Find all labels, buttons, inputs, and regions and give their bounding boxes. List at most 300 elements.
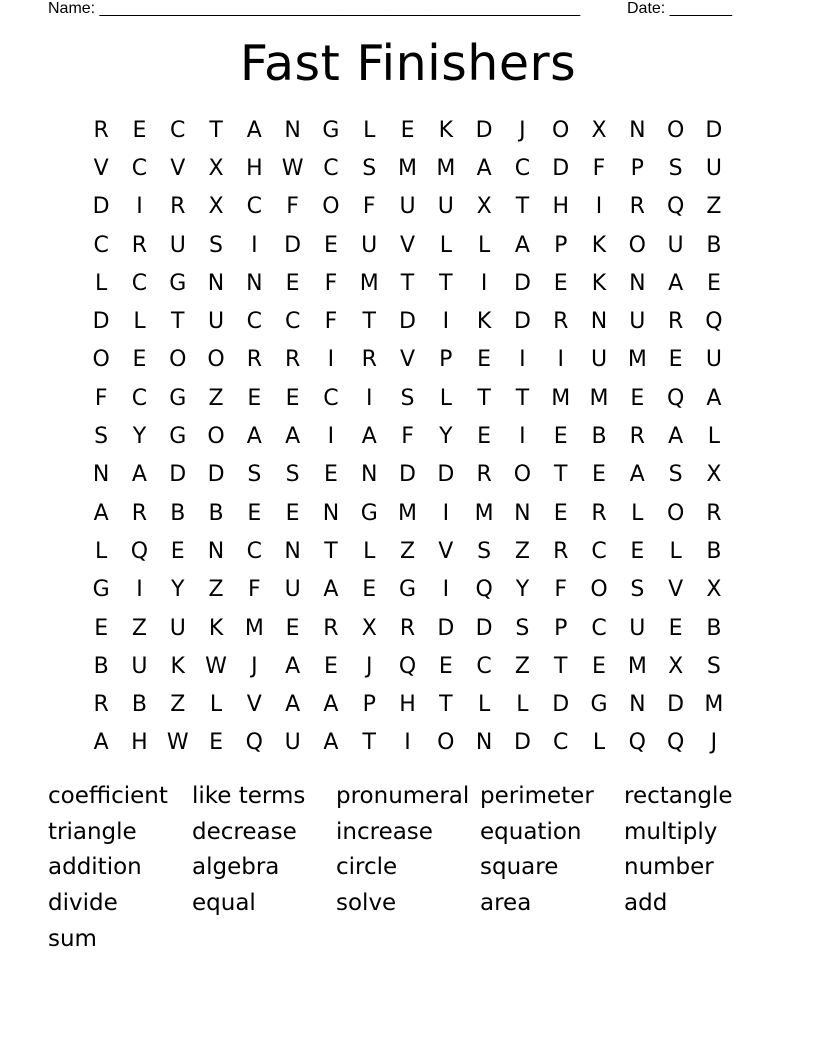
grid-letter[interactable]: Z [706,194,722,220]
grid-letter[interactable]: V [170,155,186,181]
grid-letter[interactable]: D [437,615,455,641]
grid-letter[interactable]: D [399,462,416,488]
date-field[interactable]: Date: _______ [627,0,732,17]
grid-letter[interactable]: M [398,155,418,181]
grid-letter[interactable]: M [244,615,264,641]
grid-letter[interactable]: R [361,347,377,373]
grid-letter[interactable]: D [513,309,531,335]
grid-letter[interactable]: D [475,117,493,143]
grid-letter[interactable]: I [442,577,450,603]
grid-letter[interactable]: P [554,232,568,258]
word-list-item: circle [336,854,398,881]
grid-letter[interactable]: A [93,500,109,526]
word-list-item: multiply [624,818,718,845]
grid-letter[interactable]: Z [131,615,147,641]
grid-letter[interactable]: T [209,117,223,143]
grid-letter[interactable]: L [209,692,223,718]
grid-letter[interactable]: C [131,270,148,296]
grid-letter[interactable]: H [399,692,416,718]
grid-letter[interactable]: U [629,309,646,335]
grid-letter[interactable]: T [515,194,530,220]
grid-letter[interactable]: N [360,462,378,488]
grid-letter[interactable]: I [251,232,258,258]
grid-letter[interactable]: T [171,309,185,335]
grid-letter[interactable]: E [285,500,300,526]
grid-letter[interactable]: A [629,462,645,488]
grid-letter[interactable]: C [131,385,148,411]
grid-letter[interactable]: E [400,117,415,143]
grid-letter[interactable]: E [553,500,568,526]
grid-letter[interactable]: L [477,232,491,258]
grid-letter[interactable]: R [131,500,148,526]
grid-letter[interactable]: E [94,615,109,641]
grid-letter[interactable]: H [552,194,569,220]
grid-letter[interactable]: H [246,155,263,181]
grid-letter[interactable]: T [439,270,453,296]
grid-letter[interactable]: Z [514,538,530,564]
grid-letter[interactable]: F [248,577,261,603]
grid-letter[interactable]: Z [514,653,530,679]
grid-letter[interactable]: Y [515,577,530,603]
grid-letter[interactable]: A [285,653,301,679]
grid-letter[interactable]: R [706,500,722,526]
grid-letter[interactable]: L [439,232,452,258]
grid-letter[interactable]: L [477,692,491,718]
word-list-item: rectangle [624,783,733,809]
grid-letter[interactable]: Q [666,730,685,756]
grid-letter[interactable]: F [554,577,568,603]
grid-letter[interactable]: C [284,309,301,335]
grid-letter[interactable]: A [668,270,684,296]
grid-letter[interactable]: R [170,194,186,220]
grid-letter[interactable]: U [590,347,608,373]
grid-letter[interactable]: M [627,347,647,373]
grid-letter[interactable]: N [475,730,493,756]
grid-letter[interactable]: Q [130,538,149,564]
grid-letter[interactable]: U [629,615,646,641]
grid-letter[interactable]: S [706,653,721,679]
grid-letter[interactable]: M [704,692,724,718]
grid-letter[interactable]: W [166,730,189,756]
grid-letter[interactable]: R [476,462,492,488]
grid-letter[interactable]: F [324,270,338,296]
grid-letter[interactable]: C [591,538,607,564]
grid-letter[interactable]: E [668,347,683,373]
grid-letter[interactable]: A [323,692,339,718]
grid-letter[interactable]: U [284,730,301,756]
grid-letter[interactable]: U [169,232,186,258]
grid-letter[interactable]: A [706,385,722,411]
grid-letter[interactable]: I [557,347,564,373]
grid-letter[interactable]: G [360,500,378,526]
grid-letter[interactable]: X [208,194,224,220]
grid-letter[interactable]: R [246,347,262,373]
grid-letter[interactable]: G [169,424,187,450]
grid-letter[interactable]: I [519,347,526,373]
grid-letter[interactable]: N [284,538,301,564]
grid-letter[interactable]: T [362,730,376,756]
grid-letter[interactable]: P [554,615,568,641]
grid-letter[interactable]: A [476,155,492,181]
grid-letter[interactable]: T [324,538,338,564]
grid-letter[interactable]: E [132,117,147,143]
grid-letter[interactable]: N [629,270,646,296]
grid-letter[interactable]: B [706,232,722,258]
grid-letter[interactable]: Z [208,577,224,603]
grid-letter[interactable]: U [207,309,225,335]
grid-letter[interactable]: X [361,615,377,641]
grid-letter[interactable]: A [131,462,147,488]
grid-letter[interactable]: Z [170,692,186,718]
grid-letter[interactable]: T [553,462,568,488]
grid-letter[interactable]: K [476,309,492,335]
grid-letter[interactable]: S [630,577,645,603]
grid-letter[interactable]: G [169,270,187,296]
grid-letter[interactable]: A [285,692,301,718]
grid-letter[interactable]: S [400,385,415,411]
grid-letter[interactable]: A [246,117,262,143]
grid-letter[interactable]: O [169,347,187,373]
grid-letter[interactable]: D [284,232,302,258]
grid-letter[interactable]: M [589,385,609,411]
grid-letter[interactable]: C [170,117,186,143]
grid-letter[interactable]: O [207,347,225,373]
grid-letter[interactable]: S [668,462,683,488]
grid-letter[interactable]: S [209,232,224,258]
grid-letter[interactable]: U [705,155,722,181]
grid-letter[interactable]: I [136,194,143,220]
grid-letter[interactable]: E [438,653,453,679]
grid-letter[interactable]: S [515,615,530,641]
grid-letter[interactable]: B [208,500,224,526]
grid-letter[interactable]: O [666,117,685,143]
word-list-item: perimeter [480,783,594,809]
grid-letter[interactable]: D [169,462,187,488]
grid-letter[interactable]: I [365,385,373,411]
grid-letter[interactable]: L [516,692,529,718]
grid-letter[interactable]: P [630,155,644,181]
grid-letter[interactable]: X [706,462,722,488]
grid-letter[interactable]: U [667,232,684,258]
grid-letter[interactable]: P [439,347,453,373]
grid-letter[interactable]: E [553,270,568,296]
grid-letter[interactable]: N [629,692,646,718]
grid-letter[interactable]: V [399,232,416,258]
grid-letter[interactable]: I [442,500,450,526]
grid-letter[interactable]: D [513,730,531,756]
grid-letter[interactable]: E [323,232,338,258]
word-list-item: like terms [192,783,306,809]
grid-letter[interactable]: S [94,424,109,450]
grid-letter[interactable]: R [131,232,148,258]
grid-letter[interactable]: Q [705,309,723,335]
grid-letter[interactable]: G [322,117,340,143]
grid-letter[interactable]: S [285,462,300,488]
grid-letter[interactable]: A [668,424,684,450]
grid-letter[interactable]: R [629,424,645,450]
grid-letter[interactable]: Y [439,424,453,450]
grid-letter[interactable]: A [93,730,109,756]
grid-letter[interactable]: V [438,538,454,564]
grid-letter[interactable]: M [627,653,647,679]
grid-letter[interactable]: D [399,309,416,335]
grid-letter[interactable]: C [323,385,339,411]
grid-letter[interactable]: M [474,500,494,526]
grid-letter[interactable]: P [362,692,376,718]
word-list-item: algebra [192,854,280,881]
grid-letter[interactable]: C [131,155,148,181]
grid-letter[interactable]: E [323,462,338,488]
grid-letter[interactable]: R [323,615,339,641]
grid-letter[interactable]: N [322,500,340,526]
grid-letter[interactable]: F [94,385,108,411]
grid-letter[interactable]: Z [399,538,416,564]
grid-letter[interactable]: N [629,117,646,143]
grid-letter[interactable]: G [590,692,608,718]
grid-letter[interactable]: S [668,155,683,181]
grid-letter[interactable]: D [552,155,570,181]
grid-letter[interactable]: R [629,194,645,220]
grid-letter[interactable]: R [399,615,416,641]
grid-letter[interactable]: O [552,117,570,143]
grid-letter[interactable]: U [705,347,722,373]
grid-letter[interactable]: O [92,347,110,373]
grid-letter[interactable]: D [475,615,493,641]
grid-letter[interactable]: R [93,117,109,143]
grid-letter[interactable]: E [630,538,645,564]
grid-letter[interactable]: T [439,692,453,718]
grid-letter[interactable]: B [706,538,722,564]
word-list-item: square [480,854,559,881]
grid-letter[interactable]: S [477,538,492,564]
grid-letter[interactable]: I [327,424,335,450]
grid-letter[interactable]: Q [475,577,493,603]
grid-letter[interactable]: J [710,730,718,756]
grid-letter[interactable]: D [667,692,685,718]
grid-letter[interactable]: K [438,117,454,143]
grid-letter[interactable]: I [327,347,335,373]
grid-letter[interactable]: K [591,232,607,258]
grid-letter[interactable]: B [706,615,722,641]
grid-letter[interactable]: X [668,653,684,679]
grid-letter[interactable]: F [592,155,606,181]
grid-letter[interactable]: K [170,653,185,679]
grid-letter[interactable]: E [323,653,338,679]
grid-letter[interactable]: C [514,155,531,181]
grid-letter[interactable]: F [286,194,299,220]
grid-letter[interactable]: U [399,194,416,220]
grid-letter[interactable]: L [133,309,146,335]
grid-letter[interactable]: U [131,653,148,679]
grid-letter[interactable]: G [169,385,187,411]
grid-letter[interactable]: O [513,462,532,488]
grid-letter[interactable]: E [477,424,492,450]
grid-letter[interactable]: T [362,309,376,335]
grid-letter[interactable]: D [92,194,110,220]
grid-letter[interactable]: F [401,424,414,450]
grid-letter[interactable]: O [666,500,685,526]
grid-letter[interactable]: L [631,500,644,526]
grid-letter[interactable]: D [513,270,531,296]
grid-letter[interactable]: T [477,385,491,411]
grid-letter[interactable]: R [93,692,109,718]
grid-letter[interactable]: X [706,577,722,603]
grid-letter[interactable]: N [246,270,263,296]
grid-letter[interactable]: D [705,117,723,143]
grid-letter[interactable]: Q [666,194,685,220]
grid-letter[interactable]: L [363,538,376,564]
grid-letter[interactable]: C [323,155,339,181]
grid-letter[interactable]: I [136,577,143,603]
word-list-item: area [480,890,532,917]
grid-letter[interactable]: I [442,309,450,335]
grid-letter[interactable]: E [592,462,606,488]
grid-letter[interactable]: B [591,424,607,450]
grid-letter[interactable]: N [92,462,110,488]
grid-letter[interactable]: C [476,653,492,679]
grid-letter[interactable]: E [668,615,683,641]
grid-letter[interactable]: B [170,500,186,526]
grid-letter[interactable]: Q [398,653,417,679]
grid-letter[interactable]: W [281,155,304,181]
grid-letter[interactable]: O [590,577,608,603]
grid-letter[interactable]: J [519,117,526,143]
grid-letter[interactable]: A [246,424,262,450]
grid-letter[interactable]: X [208,155,224,181]
grid-letter[interactable]: V [399,347,416,373]
grid-letter[interactable]: O [628,232,646,258]
grid-letter[interactable]: F [324,309,338,335]
grid-letter[interactable]: I [519,424,526,450]
grid-letter[interactable]: A [514,232,530,258]
grid-letter[interactable]: X [591,117,607,143]
grid-letter[interactable]: E [553,424,568,450]
grid-letter[interactable]: L [707,424,721,450]
grid-letter[interactable]: C [93,232,109,258]
grid-letter[interactable]: Z [208,385,224,411]
grid-letter[interactable]: N [590,309,608,335]
grid-letter[interactable]: R [667,309,684,335]
grid-letter[interactable]: M [398,500,418,526]
grid-letter[interactable]: Y [132,424,147,450]
grid-letter[interactable]: Q [245,730,263,756]
grid-letter[interactable]: D [552,692,570,718]
grid-letter[interactable]: D [437,462,455,488]
grid-letter[interactable]: K [208,615,224,641]
grid-letter[interactable]: O [322,194,340,220]
grid-letter[interactable]: E [170,538,185,564]
grid-letter[interactable]: H [131,730,148,756]
grid-letter[interactable]: C [246,309,263,335]
grid-letter[interactable]: Q [628,730,646,756]
grid-letter[interactable]: G [92,577,110,603]
grid-letter[interactable]: R [553,538,569,564]
grid-letter[interactable]: S [247,462,262,488]
grid-letter[interactable]: U [169,615,186,641]
grid-letter[interactable]: A [285,424,301,450]
grid-letter[interactable]: U [284,577,301,603]
grid-letter[interactable]: O [207,424,225,450]
grid-letter[interactable]: U [437,194,454,220]
grid-letter[interactable]: S [362,155,377,181]
grid-letter[interactable]: E [285,270,300,296]
grid-letter[interactable]: M [436,155,456,181]
grid-letter[interactable]: R [591,500,607,526]
grid-letter[interactable]: V [668,577,684,603]
grid-letter[interactable]: F [362,194,376,220]
grid-letter[interactable]: N [284,117,301,143]
grid-letter[interactable]: Q [666,385,685,411]
grid-letter[interactable]: E [477,347,492,373]
grid-letter[interactable]: L [95,538,108,564]
grid-letter[interactable]: I [595,194,603,220]
grid-letter[interactable]: T [400,270,415,296]
grid-letter[interactable]: Y [171,577,185,603]
grid-letter[interactable]: K [591,270,607,296]
grid-letter[interactable]: G [398,577,417,603]
grid-letter[interactable]: I [480,270,488,296]
grid-letter[interactable]: U [361,232,378,258]
word-list-item: add [624,890,668,917]
name-field[interactable]: Name: ______________________________________________________ [48,0,581,17]
grid-letter[interactable]: R [284,347,301,373]
grid-letter[interactable]: I [404,730,411,756]
grid-letter[interactable]: A [361,424,377,450]
grid-letter[interactable]: E [247,500,262,526]
grid-letter[interactable]: E [592,653,606,679]
grid-letter[interactable]: B [93,653,109,679]
grid-letter[interactable]: E [362,577,377,603]
grid-letter[interactable]: A [323,730,339,756]
grid-letter[interactable]: C [553,730,569,756]
grid-letter[interactable]: E [209,730,223,756]
grid-letter[interactable]: N [514,500,531,526]
grid-letter[interactable]: T [553,653,568,679]
grid-letter[interactable]: A [323,577,339,603]
grid-letter[interactable]: E [285,385,300,411]
grid-letter[interactable]: W [205,653,227,679]
grid-letter[interactable]: C [246,538,263,564]
grid-letter[interactable]: J [365,653,373,679]
grid-letter[interactable]: E [706,270,721,296]
grid-letter[interactable]: D [92,309,110,335]
grid-letter[interactable]: D [207,462,225,488]
grid-letter[interactable]: L [669,538,682,564]
grid-letter[interactable]: M [551,385,571,411]
grid-letter[interactable]: C [591,615,607,641]
grid-letter[interactable]: X [476,194,492,220]
grid-letter[interactable]: L [95,270,108,296]
grid-letter[interactable]: M [359,270,379,296]
grid-letter[interactable]: V [93,155,109,181]
grid-letter[interactable]: T [515,385,530,411]
grid-letter[interactable]: N [207,538,225,564]
grid-letter[interactable]: N [207,270,225,296]
grid-letter[interactable]: L [592,730,606,756]
grid-letter[interactable]: L [363,117,376,143]
grid-letter[interactable]: O [437,730,455,756]
grid-letter[interactable]: E [132,347,147,373]
grid-letter[interactable]: E [247,385,262,411]
grid-letter[interactable]: V [246,692,262,718]
grid-letter[interactable]: E [630,385,645,411]
grid-letter[interactable]: J [251,653,258,679]
grid-letter[interactable]: B [131,692,147,718]
grid-letter[interactable]: E [285,615,300,641]
grid-letter[interactable]: L [439,385,452,411]
grid-letter[interactable]: C [246,194,263,220]
grid-letter[interactable]: R [553,309,569,335]
